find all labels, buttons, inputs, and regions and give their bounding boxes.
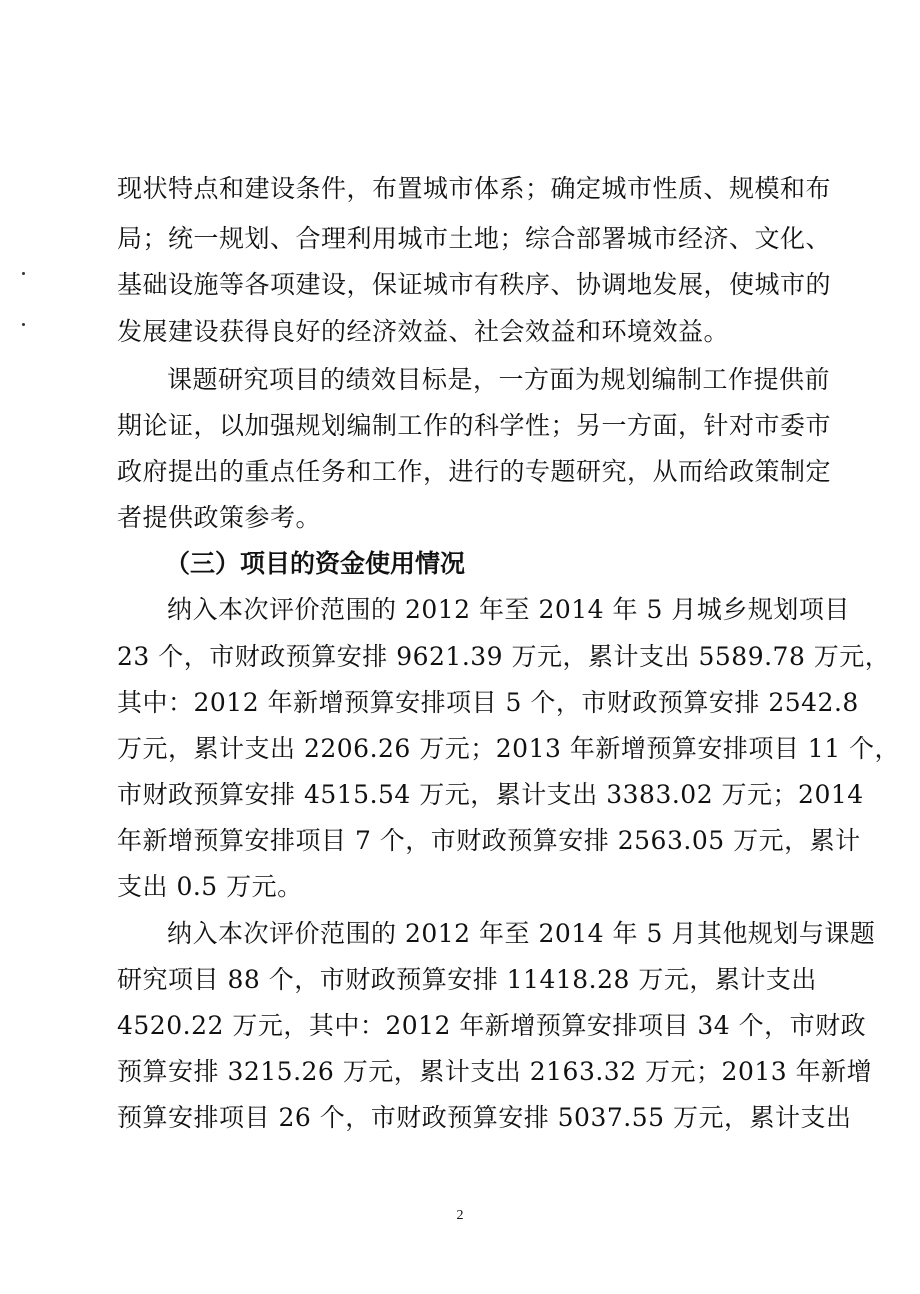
text-line: 者提供政策参考。 — [117, 503, 322, 532]
text-line: 局；统一规划、合理利用城市土地；综合部署城市经济、文化、 — [117, 224, 832, 253]
text-line: 纳入本次评价范围的 2012 年至 2014 年 5 月城乡规划项目 — [167, 595, 850, 624]
text-line: 政府提出的重点任务和工作，进行的专题研究，从而给政策制定 — [117, 457, 832, 486]
text-line: 课题研究项目的绩效目标是，一方面为规划编制工作提供前 — [167, 365, 831, 394]
text-line: 纳入本次评价范围的 2012 年至 2014 年 5 月其他规划与课题 — [167, 919, 876, 948]
text-line: 基础设施等各项建设，保证城市有秩序、协调地发展，使城市的 — [117, 270, 832, 299]
text-line: 预算安排项目 26 个，市财政预算安排 5037.55 万元，累计支出 — [117, 1103, 852, 1132]
text-line: 其中：2012 年新增预算安排项目 5 个，市财政预算安排 2542.8 — [117, 688, 859, 717]
text-line: 发展建设获得良好的经济效益、社会效益和环境效益。 — [117, 317, 730, 346]
scan-speck — [22, 272, 25, 275]
text-line: 年新增预算安排项目 7 个，市财政预算安排 2563.05 万元，累计 — [117, 826, 861, 855]
text-line: 预算安排 3215.26 万元，累计支出 2163.32 万元；2013 年新增 — [117, 1057, 873, 1086]
section-heading: （三）项目的资金使用情况 — [165, 549, 466, 578]
text-line: 期论证，以加强规划编制工作的科学性；另一方面，针对市委市 — [117, 411, 832, 440]
text-line: 23 个，市财政预算安排 9621.39 万元，累计支出 5589.78 万元， — [117, 642, 891, 671]
text-line: 4520.22 万元，其中：2012 年新增预算安排项目 34 个，市财政 — [117, 1011, 867, 1040]
text-line: 万元，累计支出 2206.26 万元；2013 年新增预算安排项目 11 个， — [117, 734, 901, 763]
text-line: 市财政预算安排 4515.54 万元，累计支出 3383.02 万元；2014 — [117, 780, 864, 809]
text-line: 现状特点和建设条件，布置城市体系；确定城市性质、规模和布 — [117, 174, 832, 203]
scan-speck — [22, 323, 25, 326]
page-number: 2 — [456, 1208, 464, 1223]
text-line: 研究项目 88 个，市财政预算安排 11418.28 万元，累计支出 — [117, 965, 817, 994]
text-line: 支出 0.5 万元。 — [117, 872, 303, 901]
